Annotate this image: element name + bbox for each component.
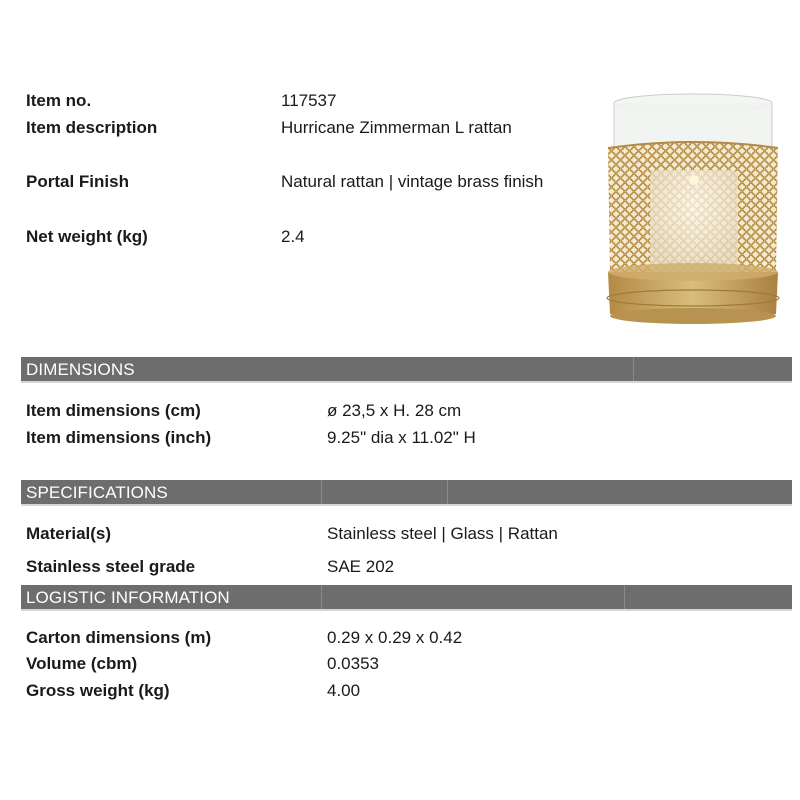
item-dimensions-cm-value: ø 23,5 x H. 28 cm <box>327 401 462 420</box>
net-weight-value: 2.4 <box>281 227 305 246</box>
section-title: SPECIFICATIONS <box>26 483 168 502</box>
hurricane-lamp-image <box>598 88 788 338</box>
item-dimensions-inch-value: 9.25" dia x 11.02" H <box>327 428 476 447</box>
cell-divider <box>321 585 322 609</box>
section-specifications-header <box>21 480 792 506</box>
volume-label: Volume (cbm) <box>26 654 138 673</box>
steel-grade-value: SAE 202 <box>327 557 395 576</box>
cell-divider <box>321 480 322 504</box>
volume-value: 0.0353 <box>327 654 379 673</box>
steel-grade-label: Stainless steel grade <box>26 557 196 576</box>
gross-weight-value: 4.00 <box>327 681 361 700</box>
section-title: DIMENSIONS <box>26 360 135 379</box>
cell-divider <box>633 357 634 381</box>
portal-finish-value: Natural rattan | vintage brass finish <box>281 172 544 191</box>
item-dimensions-inch-label: Item dimensions (inch) <box>26 428 212 447</box>
materials-value: Stainless steel | Glass | Rattan <box>327 524 558 543</box>
item-dimensions-cm-label: Item dimensions (cm) <box>26 401 201 420</box>
section-logistic-header <box>21 585 792 611</box>
cell-divider <box>624 585 625 609</box>
cell-divider <box>447 480 448 504</box>
item-no-value: 117537 <box>281 91 337 110</box>
section-dimensions-header <box>21 357 792 383</box>
item-no-label: Item no. <box>26 91 92 110</box>
item-description-value: Hurricane Zimmerman L rattan <box>281 118 512 137</box>
item-description-label: Item description <box>26 118 158 137</box>
carton-dimensions-value: 0.29 x 0.29 x 0.42 <box>327 628 463 647</box>
gross-weight-label: Gross weight (kg) <box>26 681 170 700</box>
section-title: LOGISTIC INFORMATION <box>26 588 230 607</box>
carton-dimensions-label: Carton dimensions (m) <box>26 628 212 647</box>
portal-finish-label: Portal Finish <box>26 172 129 191</box>
materials-label: Material(s) <box>26 524 112 543</box>
net-weight-label: Net weight (kg) <box>26 227 148 246</box>
